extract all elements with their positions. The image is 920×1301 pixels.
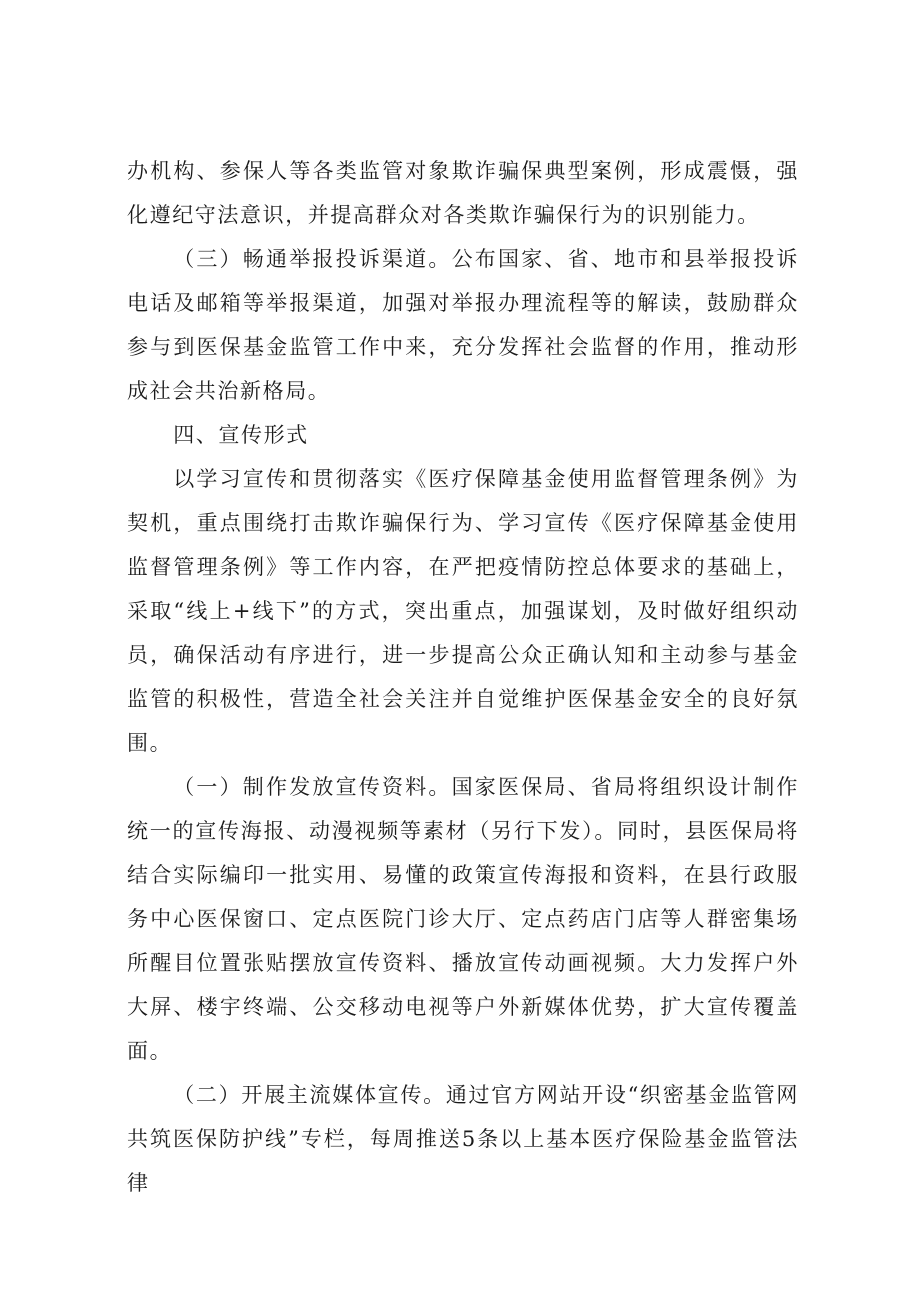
document-body <box>127 149 799 1205</box>
paragraph-mainstream-media: （二）开展主流媒体宣传。通过官方网站开设“织密基金监管网共筑医保防护线”专栏，每周推送5条以上基本医疗保险基金监管法律 <box>127 1083 799 1195</box>
paragraph-report-channels: （三）畅通举报投诉渠道。公布国家、省、地市和县举报投诉电话及邮箱等举报渠道，加强对举报办理流程等的解读，鼓励群众参与到医保基金监管工作中来，充分发挥社会监督的作用，推动形成社会共治新格局。 <box>127 247 799 403</box>
paragraph-case-deterrence: 办机构、参保人等各类监管对象欺诈骗保典型案例，形成震慑，强化遵纪守法意识，并提高群众对各类欺诈骗保行为的识别能力。 <box>127 159 799 227</box>
paragraph-publicity-materials: （一）制作发放宣传资料。国家医保局、省局将组织设计制作统一的宣传海报、动漫视频等素材（另行下发）。同时，县医保局将结合实际编印一批实用、易懂的政策宣传海报和资料，在县行政服务中心医保窗口、定点医院门诊大厅、定点药店门店等人群密集场所醒目位置张贴摆放宣传资料、播放宣传动画视频。大力发挥户外大屏、楼宇终端、公交移动电视等户外新媒体优势，扩大宣传覆盖面。 <box>127 775 799 1063</box>
section-heading-publicity-form: 四、宣传形式 <box>173 423 309 447</box>
paragraph-publicity-overview: 以学习宣传和贯彻落实《医疗保障基金使用监督管理条例》为契机，重点围绕打击欺诈骗保行为、学习宣传《医疗保障基金使用监督管理条例》等工作内容，在严把疫情防控总体要求的基础上，采取“线上+线下”的方式，突出重点，加强谋划，及时做好组织动员，确保活动有序进行，进一步提高公众正确认知和主动参与基金监管的积极性，营造全社会关注并自觉维护医保基金安全的良好氛围。 <box>127 467 799 755</box>
